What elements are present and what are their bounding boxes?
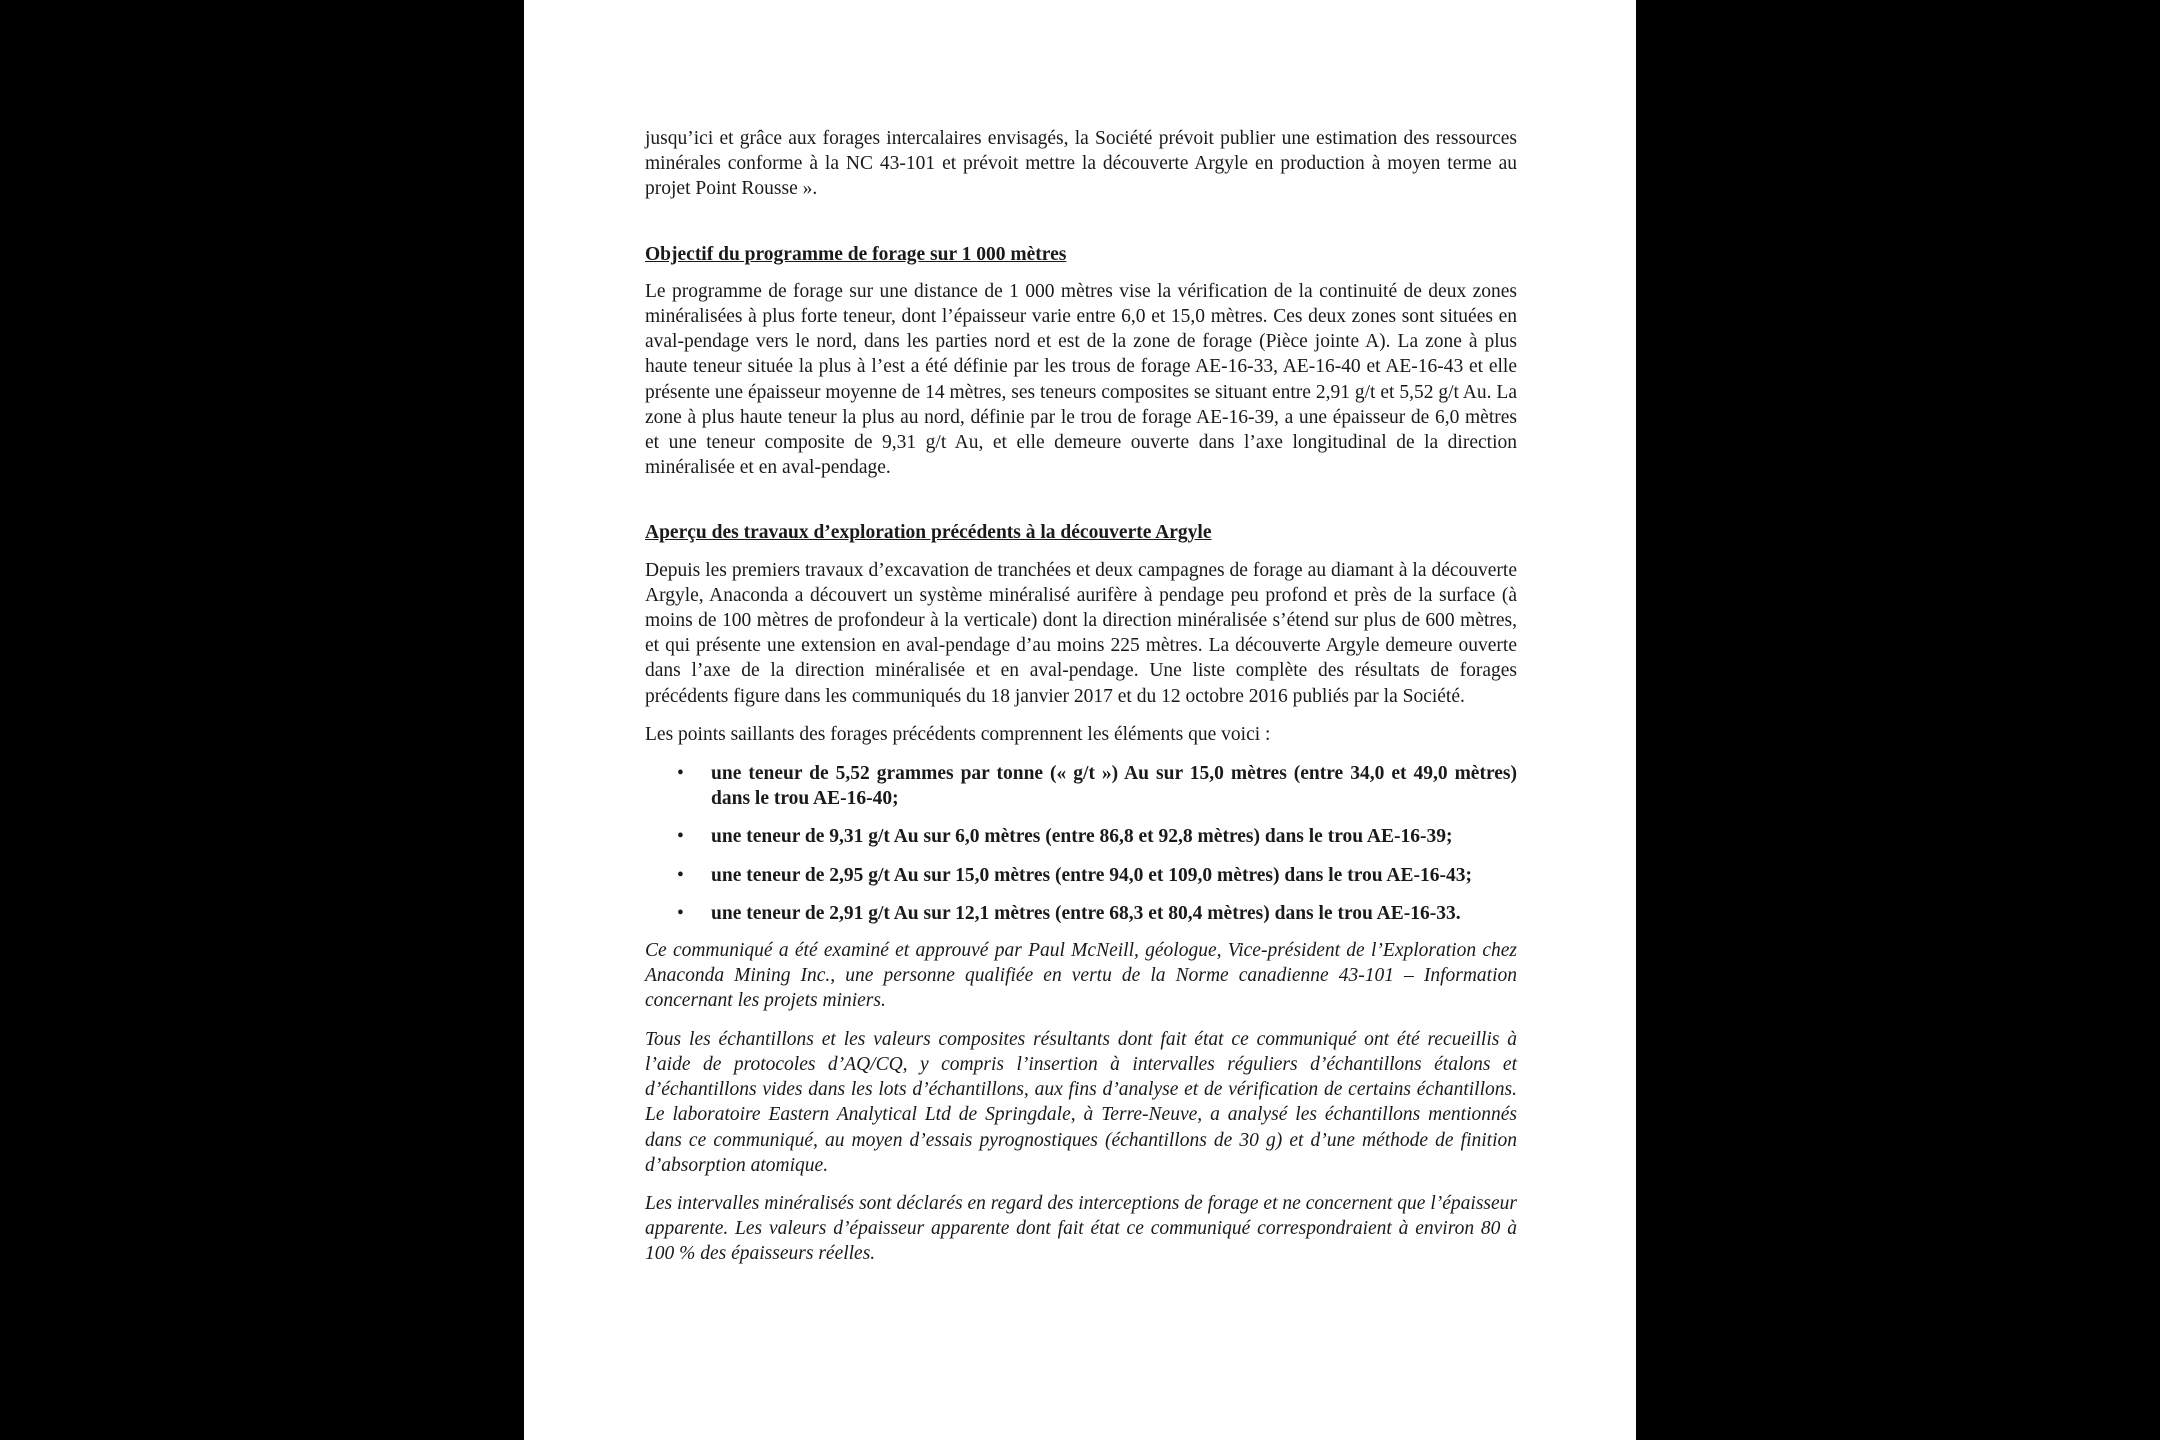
bullet-icon: •: [677, 763, 684, 785]
list-item-text: une teneur de 2,91 g/t Au sur 12,1 mètres (entre 68,3 et 80,4 mètres) dans le trou AE-16-33.: [711, 902, 1461, 924]
intro-paragraph: jusqu’ici et grâce aux forages intercalaires envisagés, la Société prévoit publier une estimation des ressources minérales conforme à la NC 43-101 et prévoit mettre la découverte Argyle en production à moyen terme au projet Point Rousse ».: [645, 128, 1517, 200]
qa-qc-note: Tous les échantillons et les valeurs composites résultants dont fait état ce communiqué ont été recueillis à l’aide de protocoles d’AQ/CQ, y compris l’insertion à intervalles réguliers d’échantillons étalons et d’échantillons vides dans les lots d’échantillons, aux fins d’analyse et de vérification de certains échantillons. Le laboratoire Eastern Analytical Ltd de Springdale, à Terre-Neuve, a analysé les échantillons mentionnés dans ce communiqué, au moyen d’essais pyrognostiques (échantillons de 30 g) et d’une méthode de finition d’absorption atomique.: [645, 1028, 1517, 1176]
page-content: [645, 126, 1517, 1267]
list-item-text: une teneur de 5,52 grammes par tonne (« g/t ») Au sur 15,0 mètres (entre 34,0 et 49,0 mètres) dans le trou AE-16-40;: [711, 763, 1517, 810]
list-item: [645, 863, 1517, 888]
bullet-icon: •: [677, 864, 684, 886]
list-item-text: une teneur de 9,31 g/t Au sur 6,0 mètres (entre 86,8 et 92,8 mètres) dans le trou AE-16-39;: [711, 826, 1453, 848]
list-item: [645, 761, 1517, 811]
bullet-icon: •: [677, 902, 684, 924]
highlights-list: [645, 761, 1517, 926]
list-item: [645, 824, 1517, 849]
qualified-person-note: Ce communiqué a été examiné et approuvé par Paul McNeill, géologue, Vice-président de l’Exploration chez Anaconda Mining Inc., une personne qualifiée en vertu de la Norme canadienne 43-101 – Information concernant les projets miniers.: [645, 940, 1517, 1012]
bullet-icon: •: [677, 826, 684, 848]
section-paragraph-drilling-objective: Le programme de forage sur une distance de 1 000 mètres vise la vérification de la continuité de deux zones minéralisées à plus forte teneur, dont l’épaisseur varie entre 6,0 et 15,0 mètres. Ces deux zones sont situées en aval-pendage vers le nord, dans les parties nord et est de la zone de forage (Pièce jointe A). La zone à plus haute teneur située la plus à l’est a été définie par les trous de forage AE-16-33, AE-16-40 et AE-16-43 et elle présente une épaisseur moyenne de 14 mètres, ses teneurs composites se situant entre 2,91 g/t et 5,52 g/t Au. La zone à plus haute teneur la plus au nord, définie par le trou de forage AE-16-39, a une épaisseur de 6,0 mètres et une teneur composite de 9,31 g/t Au, et elle demeure ouverte dans l’axe longitudinal de la direction minéralisée et en aval-pendage.: [645, 280, 1517, 479]
highlights-intro: Les points saillants des forages précédents comprennent les éléments que voici :: [645, 723, 1271, 745]
list-item: [645, 901, 1517, 926]
section-heading-previous-exploration: Aperçu des travaux d’exploration précédents à la découverte Argyle: [645, 522, 1212, 544]
section-heading-drilling-objective: Objectif du programme de forage sur 1 000 mètres: [645, 243, 1067, 265]
document-page: [524, 0, 1636, 1440]
section-paragraph-previous-exploration: Depuis les premiers travaux d’excavation de tranchées et deux campagnes de forage au diamant à la découverte Argyle, Anaconda a découvert un système minéralisé aurifère à pendage peu profond et près de la surface (à moins de 100 mètres de profondeur à la verticale) dont la direction minéralisée s’étend sur plus de 600 mètres, et qui présente une extension en aval-pendage d’au moins 225 mètres. La découverte Argyle demeure ouverte dans l’axe de la direction minéralisée et en aval-pendage. Une liste complète des résultats de forages précédents figure dans les communiqués du 18 janvier 2017 et du 12 octobre 2016 publiés par la Société.: [645, 559, 1517, 707]
list-item-text: une teneur de 2,95 g/t Au sur 15,0 mètres (entre 94,0 et 109,0 mètres) dans le trou AE-16-43;: [711, 864, 1472, 886]
thickness-note: Les intervalles minéralisés sont déclarés en regard des interceptions de forage et ne concernent que l’épaisseur apparente. Les valeurs d’épaisseur apparente dont fait état ce communiqué correspondraient à environ 80 à 100 % des épaisseurs réelles.: [645, 1192, 1517, 1265]
